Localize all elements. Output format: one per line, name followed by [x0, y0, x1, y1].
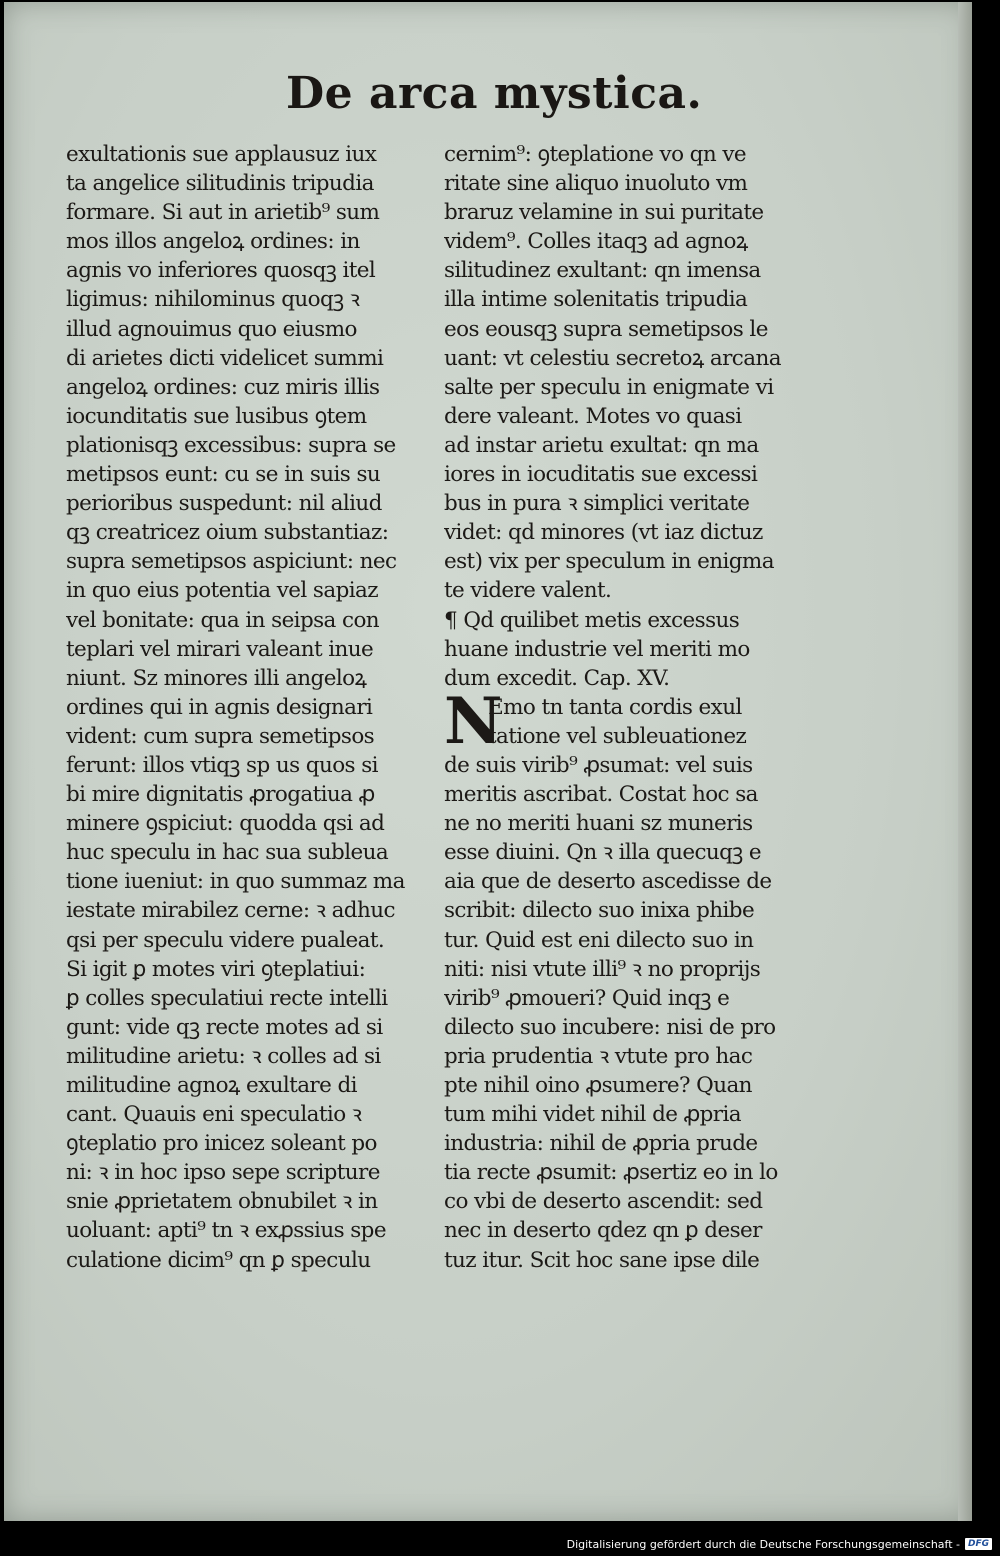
text-line: militudine arietu: ꝛ colles ad si	[66, 1043, 381, 1069]
text-line: eos eousqꝫ supra semetipsos le	[444, 316, 768, 342]
text-line: iores in iocuditatis sue excessi	[444, 462, 758, 488]
text-line: qꝫ creatricez oium substantiaz:	[66, 520, 389, 546]
text-line: ferunt: illos vtiqꝫ sp us quos si	[66, 752, 378, 778]
running-title: De arca mystica.	[286, 68, 703, 119]
text-line: pria prudentia ꝛ vtute pro hac	[444, 1043, 753, 1069]
text-line: tum mihi videt nihil de ꝓpria	[444, 1102, 741, 1128]
text-line: huane industrie vel meriti mo	[444, 636, 750, 662]
text-line: illa intime solenitatis tripudia	[444, 287, 748, 313]
text-line: tia recte ꝓsumit: ꝓsertiz eo in lo	[444, 1160, 778, 1186]
text-line: gunt: vide qꝫ recte motes ad si	[66, 1014, 383, 1040]
text-line: virib⁹ ꝓmoueri? Quid inqꝫ e	[444, 985, 730, 1011]
text-line: dilecto suo incubere: nisi de pro	[444, 1014, 776, 1040]
text-line: niti: nisi vtute illi⁹ ꝛ no proprijs	[444, 956, 761, 982]
text-line: in quo eius potentia vel sapiaz	[66, 578, 378, 604]
text-line: te videre valent.	[444, 578, 612, 604]
dfg-logo: DFG	[965, 1538, 992, 1550]
text-line: mos illos angeloꝝ ordines: in	[66, 229, 360, 255]
text-line: snie ꝓprietatem obnubilet ꝛ in	[66, 1189, 378, 1215]
text-line: videm⁹. Colles itaqꝫ ad agnoꝝ	[444, 229, 748, 255]
text-line: iestate mirabilez cerne: ꝛ adhuc	[66, 898, 395, 924]
text-line: braruz velamine in sui puritate	[444, 200, 764, 226]
page-edge	[958, 2, 972, 1521]
text-line: qsi per speculu videre pualeat.	[66, 927, 385, 953]
text-line: teplari vel mirari valeant inue	[66, 636, 374, 662]
book-page	[4, 2, 972, 1521]
text-line: angeloꝝ ordines: cuz miris illis	[66, 374, 380, 400]
text-line: silitudinez exultant: qn imensa	[444, 258, 761, 284]
text-line: aia que de deserto ascedisse de	[444, 869, 772, 895]
text-line: esse diuini. Qn ꝛ illa quecuqꝫ e	[444, 840, 762, 866]
left-text-column	[66, 140, 426, 1275]
text-line: uant: vt celestiu secretoꝝ arcana	[444, 345, 781, 371]
text-line: ordines qui in agnis designari	[66, 694, 373, 720]
text-line: illud agnouimus quo eiusmo	[66, 316, 357, 342]
text-line: vident: cum supra semetipsos	[66, 723, 375, 749]
text-line: ta angelice silitudinis tripudia	[66, 171, 374, 197]
footer-credit: Digitalisierung gefördert durch die Deutsche Forschungsgemeinschaft -	[566, 1537, 960, 1551]
text-line: vel bonitate: qua in seipsa con	[66, 607, 380, 633]
text-line: est) vix per speculum in enigma	[444, 549, 774, 575]
text-line: scribit: dilecto suo inixa phibe	[444, 898, 755, 924]
text-line: ¶ Qd quilibet metis excessus	[444, 607, 740, 633]
text-line: Si igit ꝑ motes viri ꝯteplatiui:	[66, 956, 366, 982]
text-line: tur. Quid est eni dilecto suo in	[444, 927, 754, 953]
text-line: nec in deserto qdez qn ꝑ deser	[444, 1218, 762, 1244]
text-line: bi mire dignitatis ꝓrogatiua ꝓ	[66, 782, 375, 808]
text-line: ligimus: nihilominus quoqꝫ ꝛ	[66, 287, 360, 313]
text-line: plationisqꝫ excessibus: supra se	[66, 432, 396, 458]
text-line: formare. Si aut in arietib⁹ sum	[66, 200, 380, 226]
text-line: ꝯteplatio pro inicez soleant po	[66, 1131, 377, 1157]
text-line: tione iueniut: in quo summaz ma	[66, 869, 405, 895]
text-line: culatione dicim⁹ qn ꝑ speculu	[66, 1247, 371, 1273]
text-line: videt: qd minores (vt iaz dictuz	[444, 520, 763, 546]
text-line: ad instar arietu exultat: qn ma	[444, 432, 759, 458]
text-line: agnis vo inferiores quosqꝫ itel	[66, 258, 376, 284]
text-line: bus in pura ꝛ simplici veritate	[444, 491, 750, 517]
text-line: ritate sine aliquo inuoluto vm	[444, 171, 748, 197]
drop-cap-letter: N	[444, 683, 503, 759]
text-line: ne no meriti huani sz muneris	[444, 811, 753, 837]
text-line: niunt. Sz minores illi angeloꝝ	[66, 665, 367, 691]
text-line: iocunditatis sue lusibus ꝯtem	[66, 403, 367, 429]
text-line: industria: nihil de ꝓpria prude	[444, 1131, 758, 1157]
text-line: exultationis sue applausuz iux	[66, 142, 377, 167]
text-line: dere valeant. Motes vo quasi	[444, 403, 742, 429]
text-line: uoluant: apti⁹ tn ꝛ exꝓssius spe	[66, 1218, 386, 1244]
right-text-column	[444, 140, 804, 1275]
digitization-footer	[567, 1537, 992, 1551]
text-line: perioribus suspedunt: nil aliud	[66, 491, 382, 517]
text-line: tuz itur. Scit hoc sane ipse dile	[444, 1247, 760, 1273]
text-line: ꝑ colles speculatiui recte intelli	[66, 985, 388, 1011]
text-line: metipsos eunt: cu se in suis su	[66, 462, 381, 488]
text-line: pte nihil oino ꝓsumere? Quan	[444, 1073, 752, 1098]
text-line: cant. Quauis eni speculatio ꝛ	[66, 1102, 362, 1128]
text-line: co vbi de deserto ascendit: sed	[444, 1189, 763, 1215]
text-line: ni: ꝛ in hoc ipso sepe scripture	[66, 1160, 380, 1186]
text-line: tatione vel subleuationez	[488, 723, 747, 749]
text-line: cernim⁹: ꝯteplatione vo qn ve	[444, 142, 746, 167]
text-line: minere ꝯspiciut: quodda qsi ad	[66, 811, 385, 837]
text-line: dum excedit. Cap. XV.	[444, 665, 670, 691]
text-line: supra semetipsos aspiciunt: nec	[66, 549, 397, 575]
text-line: huc speculu in hac sua subleua	[66, 840, 389, 866]
text-line: meritis ascribat. Costat hoc sa	[444, 782, 758, 808]
text-line: di arietes dicti videlicet summi	[66, 345, 384, 371]
text-line: militudine agnoꝝ exultare di	[66, 1073, 357, 1098]
text-line: de suis virib⁹ ꝓsumat: vel suis	[444, 752, 753, 778]
text-line: salte per speculu in enigmate vi	[444, 374, 774, 400]
text-line: Emo tn tanta cordis exul	[488, 694, 742, 720]
